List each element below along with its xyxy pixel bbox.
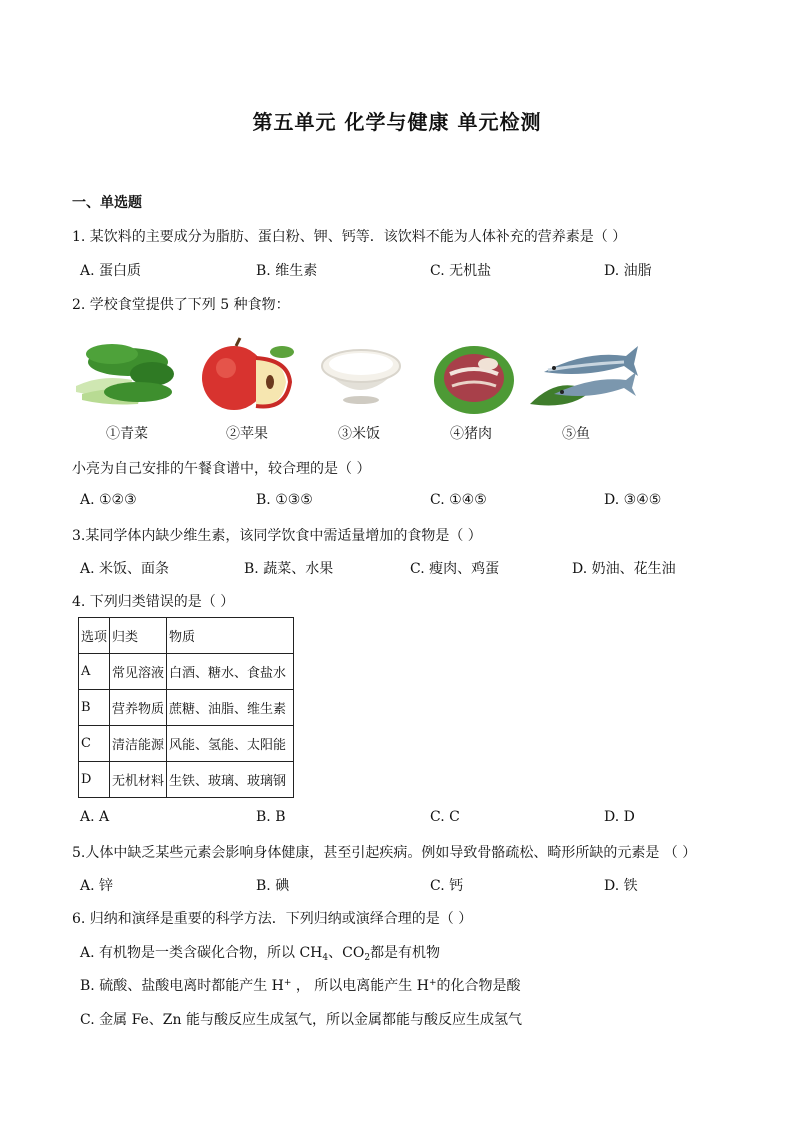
table-header-cell: 物质 xyxy=(167,618,294,654)
table-cell: C xyxy=(79,726,110,762)
q5-option-a[interactable]: A. 锌 xyxy=(80,878,114,894)
table-cell: 无机材料 xyxy=(110,762,167,798)
food-label-3: ③米饭 xyxy=(338,426,380,442)
q3-option-d[interactable]: D. 奶油、花生油 xyxy=(572,561,676,577)
table-cell: D xyxy=(79,762,110,798)
food-label-4: ④猪肉 xyxy=(450,426,492,442)
q2-option-a[interactable]: A. ①②③ xyxy=(80,492,137,508)
q4-option-b[interactable]: B. B xyxy=(256,809,286,825)
q6-option-c[interactable]: C. 金属 Fe、Zn 能与酸反应生成氢气，所以金属都能与酸反应生成氢气 xyxy=(80,1012,522,1028)
question-6-stem: 6. 归纳和演绎是重要的科学方法．下列归纳或演绎合理的是（ ） xyxy=(72,911,473,927)
q1-option-b[interactable]: B. 维生素 xyxy=(256,263,318,279)
q6-option-a-text: 、CO xyxy=(328,945,365,961)
subscript: 2 xyxy=(364,953,371,963)
rice-bowl-image xyxy=(316,334,406,414)
q6-option-b[interactable] xyxy=(80,975,521,995)
table-cell: 生铁、玻璃、玻璃钢 xyxy=(167,762,294,798)
q1-option-a[interactable]: A. 蛋白质 xyxy=(80,263,142,279)
subscript: 4 xyxy=(322,953,329,963)
question-5-options xyxy=(80,875,740,895)
q2-option-b[interactable]: B. ①③⑤ xyxy=(256,492,313,508)
question-3-stem: 3.某同学体内缺少维生素，该同学饮食中需适量增加的食物是（ ） xyxy=(72,528,482,544)
table-row xyxy=(79,690,294,726)
table-cell: 营养物质 xyxy=(110,690,167,726)
q6-option-a-text: 都是有机物 xyxy=(370,945,441,961)
question-2-prompt: 小亮为自己安排的午餐食谱中，较合理的是（ ） xyxy=(72,461,371,477)
superscript: + xyxy=(428,978,437,988)
question-5-stem: 5.人体中缺乏某些元素会影响身体健康，甚至引起疾病。例如导致骨骼疏松、畸形所缺的元素是 （ ） xyxy=(72,845,697,861)
q5-option-c[interactable]: C. 钙 xyxy=(430,878,464,894)
fish-image xyxy=(530,334,642,414)
table-cell: 蔗糖、油脂、维生素 xyxy=(167,690,294,726)
question-3-options xyxy=(80,558,740,578)
q2-option-c[interactable]: C. ①④⑤ xyxy=(430,492,487,508)
table-cell: 白酒、糖水、食盐水 xyxy=(167,654,294,690)
question-4-options xyxy=(80,809,740,829)
q6-option-b-text: ， 所以电离能产生 H xyxy=(291,978,429,994)
question-2-options xyxy=(80,492,740,512)
food-label-5: ⑤鱼 xyxy=(562,426,590,442)
apple-image xyxy=(196,334,300,414)
question-1-options xyxy=(80,260,740,280)
q6-option-b-text: 的化合物是酸 xyxy=(436,978,521,994)
q6-option-a-text: A. 有机物是一类含碳化合物，所以 CH xyxy=(80,945,323,961)
table-row xyxy=(79,762,294,798)
table-cell: 常见溶液 xyxy=(110,654,167,690)
food-label-2: ②苹果 xyxy=(226,426,268,442)
q6-option-a[interactable] xyxy=(80,942,440,963)
q3-option-a[interactable]: A. 米饭、面条 xyxy=(80,561,170,577)
table-header-cell: 归类 xyxy=(110,618,167,654)
q5-option-b[interactable]: B. 碘 xyxy=(256,878,290,894)
q6-option-b-text: B. 硫酸、盐酸电离时都能产生 H xyxy=(80,978,284,994)
q2-option-d[interactable]: D. ③④⑤ xyxy=(604,492,662,508)
q4-option-d[interactable]: D. D xyxy=(604,809,635,825)
superscript: + xyxy=(283,978,292,988)
question-1-stem: 1. 某饮料的主要成分为脂肪、蛋白粉、钾、钙等．该饮料不能为人体补充的营养素是（ ） xyxy=(72,229,627,245)
q3-option-b[interactable]: B. 蔬菜、水果 xyxy=(244,561,334,577)
table-cell: B xyxy=(79,690,110,726)
q5-option-d[interactable]: D. 铁 xyxy=(604,878,638,894)
table-header-cell: 选项 xyxy=(79,618,110,654)
page-title: 第五单元 化学与健康 单元检测 xyxy=(252,110,542,134)
section-heading: 一、单选题 xyxy=(72,195,142,211)
table-row xyxy=(79,654,294,690)
q1-option-d[interactable]: D. 油脂 xyxy=(604,263,652,279)
q4-option-c[interactable]: C. C xyxy=(430,809,460,825)
pork-image xyxy=(432,334,516,416)
question-4-stem: 4. 下列归类错误的是（ ） xyxy=(72,594,235,610)
classification-table xyxy=(78,617,294,798)
q1-option-c[interactable]: C. 无机盐 xyxy=(430,263,492,279)
question-2-stem: 2. 学校食堂提供了下列 5 种食物： xyxy=(72,297,290,313)
vegetable-image xyxy=(72,334,176,414)
q4-option-a[interactable]: A. A xyxy=(80,809,110,825)
table-cell: 清洁能源 xyxy=(110,726,167,762)
table-cell: 风能、氢能、太阳能 xyxy=(167,726,294,762)
table-header-row xyxy=(79,618,294,654)
food-label-1: ①青菜 xyxy=(106,426,148,442)
table-row xyxy=(79,726,294,762)
table-cell: A xyxy=(79,654,110,690)
q3-option-c[interactable]: C. 瘦肉、鸡蛋 xyxy=(410,561,500,577)
